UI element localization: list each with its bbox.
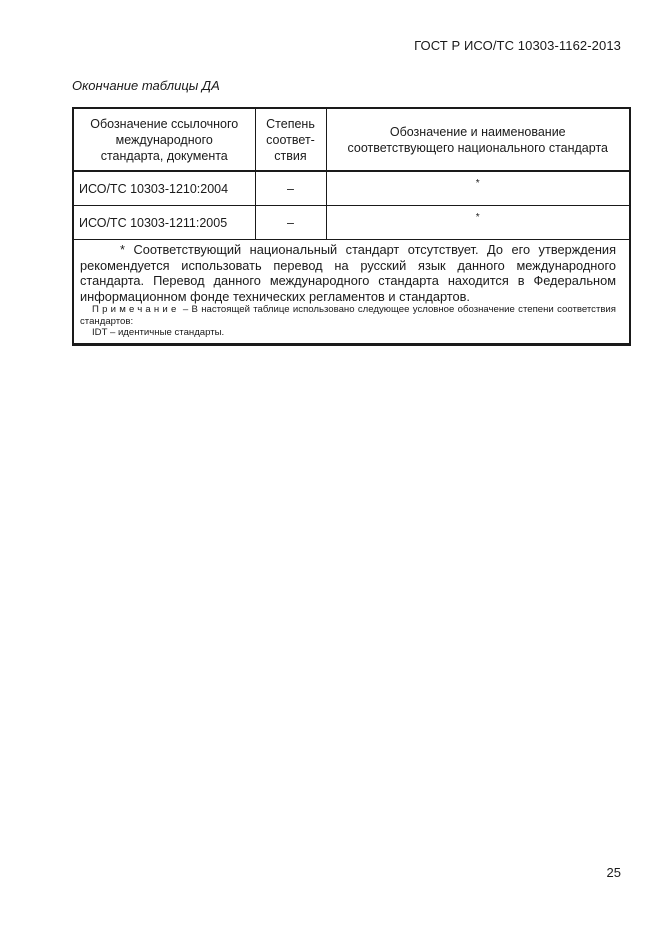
column-header-national-standard: Обозначение и наименование соответствующего национального стандарта	[326, 109, 629, 171]
note-idt-definition: IDT – идентичные стандарты.	[92, 327, 225, 338]
footnote-text: * Соответствующий национальный стандарт отсутствует. До его утверждения рекомендуется использовать перевод на русский язык данного международного стандарта. Перевод данного международного стандарта находится в Федеральном информационном фонде технических регламентов и стандартов.	[80, 242, 616, 304]
table-row	[74, 206, 629, 240]
cell-degree: –	[255, 206, 326, 240]
note-text	[80, 304, 616, 327]
page-number: 25	[606, 865, 621, 880]
table-footnote-row	[74, 240, 629, 344]
cell-designation: ИСО/ТС 10303-1210:2004	[74, 171, 255, 206]
document-header: ГОСТ Р ИСО/ТС 10303-1162-2013	[414, 38, 621, 53]
column-header-degree: Степень соответ- ствия	[255, 109, 326, 171]
cell-degree: –	[255, 171, 326, 206]
table-header-row	[74, 109, 629, 171]
note-label: Примечание	[92, 304, 180, 315]
column-header-reference-standard: Обозначение ссылочного международного стандарта, документа	[74, 109, 255, 171]
cell-national-standard: *	[326, 171, 629, 206]
table-row	[74, 171, 629, 206]
cell-national-standard: *	[326, 206, 629, 240]
cell-designation: ИСО/ТС 10303-1211:2005	[74, 206, 255, 240]
table-caption: Окончание таблицы ДА	[72, 78, 220, 93]
footnote-cell	[74, 240, 629, 344]
note-body: – В настоящей таблице использовано следующее условное обозначение степени соответствия стандартов:	[80, 304, 616, 327]
appendix-table	[72, 107, 631, 346]
